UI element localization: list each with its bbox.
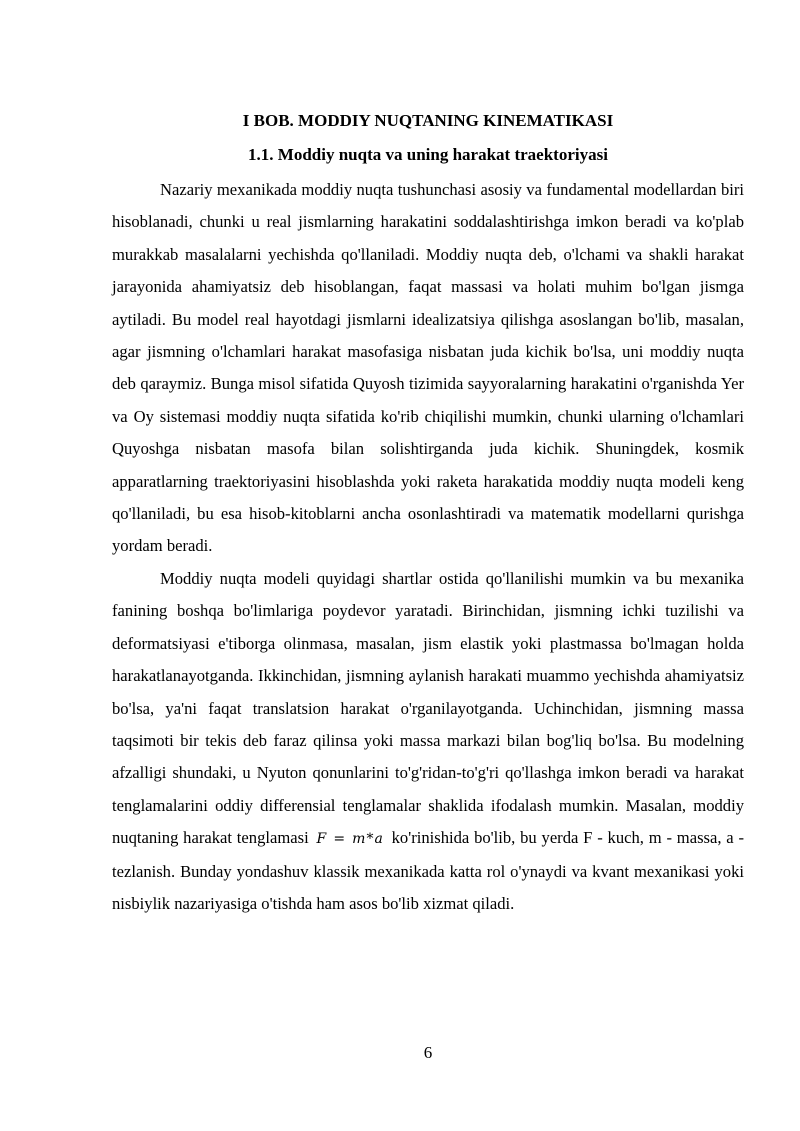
equation-of-motion: F = m*a [316,831,384,848]
paragraph-2 [112,563,744,920]
body-text [112,174,744,920]
page-number: 6 [423,1043,433,1062]
chapter-title: I BOB. MODDIY NUQTANING KINEMATIKASI [242,111,614,130]
paragraph-1: Nazariy mexanikada moddiy nuqta tushunchasi asosiy va fundamental modellardan biri hisoblanadi, chunki u real jismlarning harakatini soddalashtirishga imkon beradi va ko'plab murakkab masalalarni yechishda qo'llaniladi. Moddiy nuqta deb, o'lchami va shakli harakat jarayonida ahamiyatsiz deb hisoblangan, faqat massasi va holati muhim bo'lgan jismga aytiladi. Bu model real hayotdagi jismlarni idealizatsiya qilishga asoslangan bo'lib, masalan, agar jismning o'lchamlari harakat masofasiga nisbatan juda kichik bo'lsa, uni moddiy nuqta deb qaraymiz. Bunga misol sifatida Quyosh tizimida sayyoralarning harakatini o'rganishda Yer va Oy sistemasi moddiy nuqta sifatida ko'rib chiqilishi mumkin, chunki ularning o'lchamlari Quyoshga nisbatan masofa bilan solishtirganda juda kichik. Shuningdek, kosmik apparatlarning traektoriyasini hisoblashda yoki raketa harakatida moddiy nuqta modeli keng qo'llaniladi, bu esa hisob-kitoblarni ancha osonlashtiradi va matematik modellarni qurishga yordam beradi. [112,180,744,556]
paragraph-2-after-formula: ko'rinishida bo'lib, bu yerda F - kuch, m - massa, a - tezlanish. Bunday yondashuv klassik mexanikada katta rol o'ynaydi va kvant mexanikasi yoki nisbiylik nazariyasiga o'tishda ham asos bo'lib xizmat qiladi. [112,828,745,913]
paragraph-2-before-formula: Moddiy nuqta modeli quyidagi shartlar ostida qo'llanilishi mumkin va bu mexanika fanining boshqa bo'limlariga poydevor yaratadi. Birinchidan, jismning ichki tuzilishi va deformatsiyasi e'tiborga olinmasa, masalan, jism elastik yoki plastmassa bo'lmagan holda harakatlanayotganda. Ikkinchidan, jismning aylanish harakati muammo yechishda ahamiyatsiz bo'lsa, ya'ni faqat translatsion harakat o'rganilayotganda. Uchinchidan, jismning massa taqsimoti bir tekis deb faraz qilinsa yoki massa markazi bilan bog'liq bo'lsa. Bu modelning afzalligi shundaki, u Nyuton qonunlarini to'g'ridan-to'g'ri qo'llashga imkon beradi va harakat tenglamalarini oddiy differensial tenglamalar shaklida ifodalash mumkin. Masalan, moddiy nuqtaning harakat tenglamasi [112,568,744,848]
section-title: 1.1. Moddiy nuqta va uning harakat traektoriyasi [248,145,608,164]
